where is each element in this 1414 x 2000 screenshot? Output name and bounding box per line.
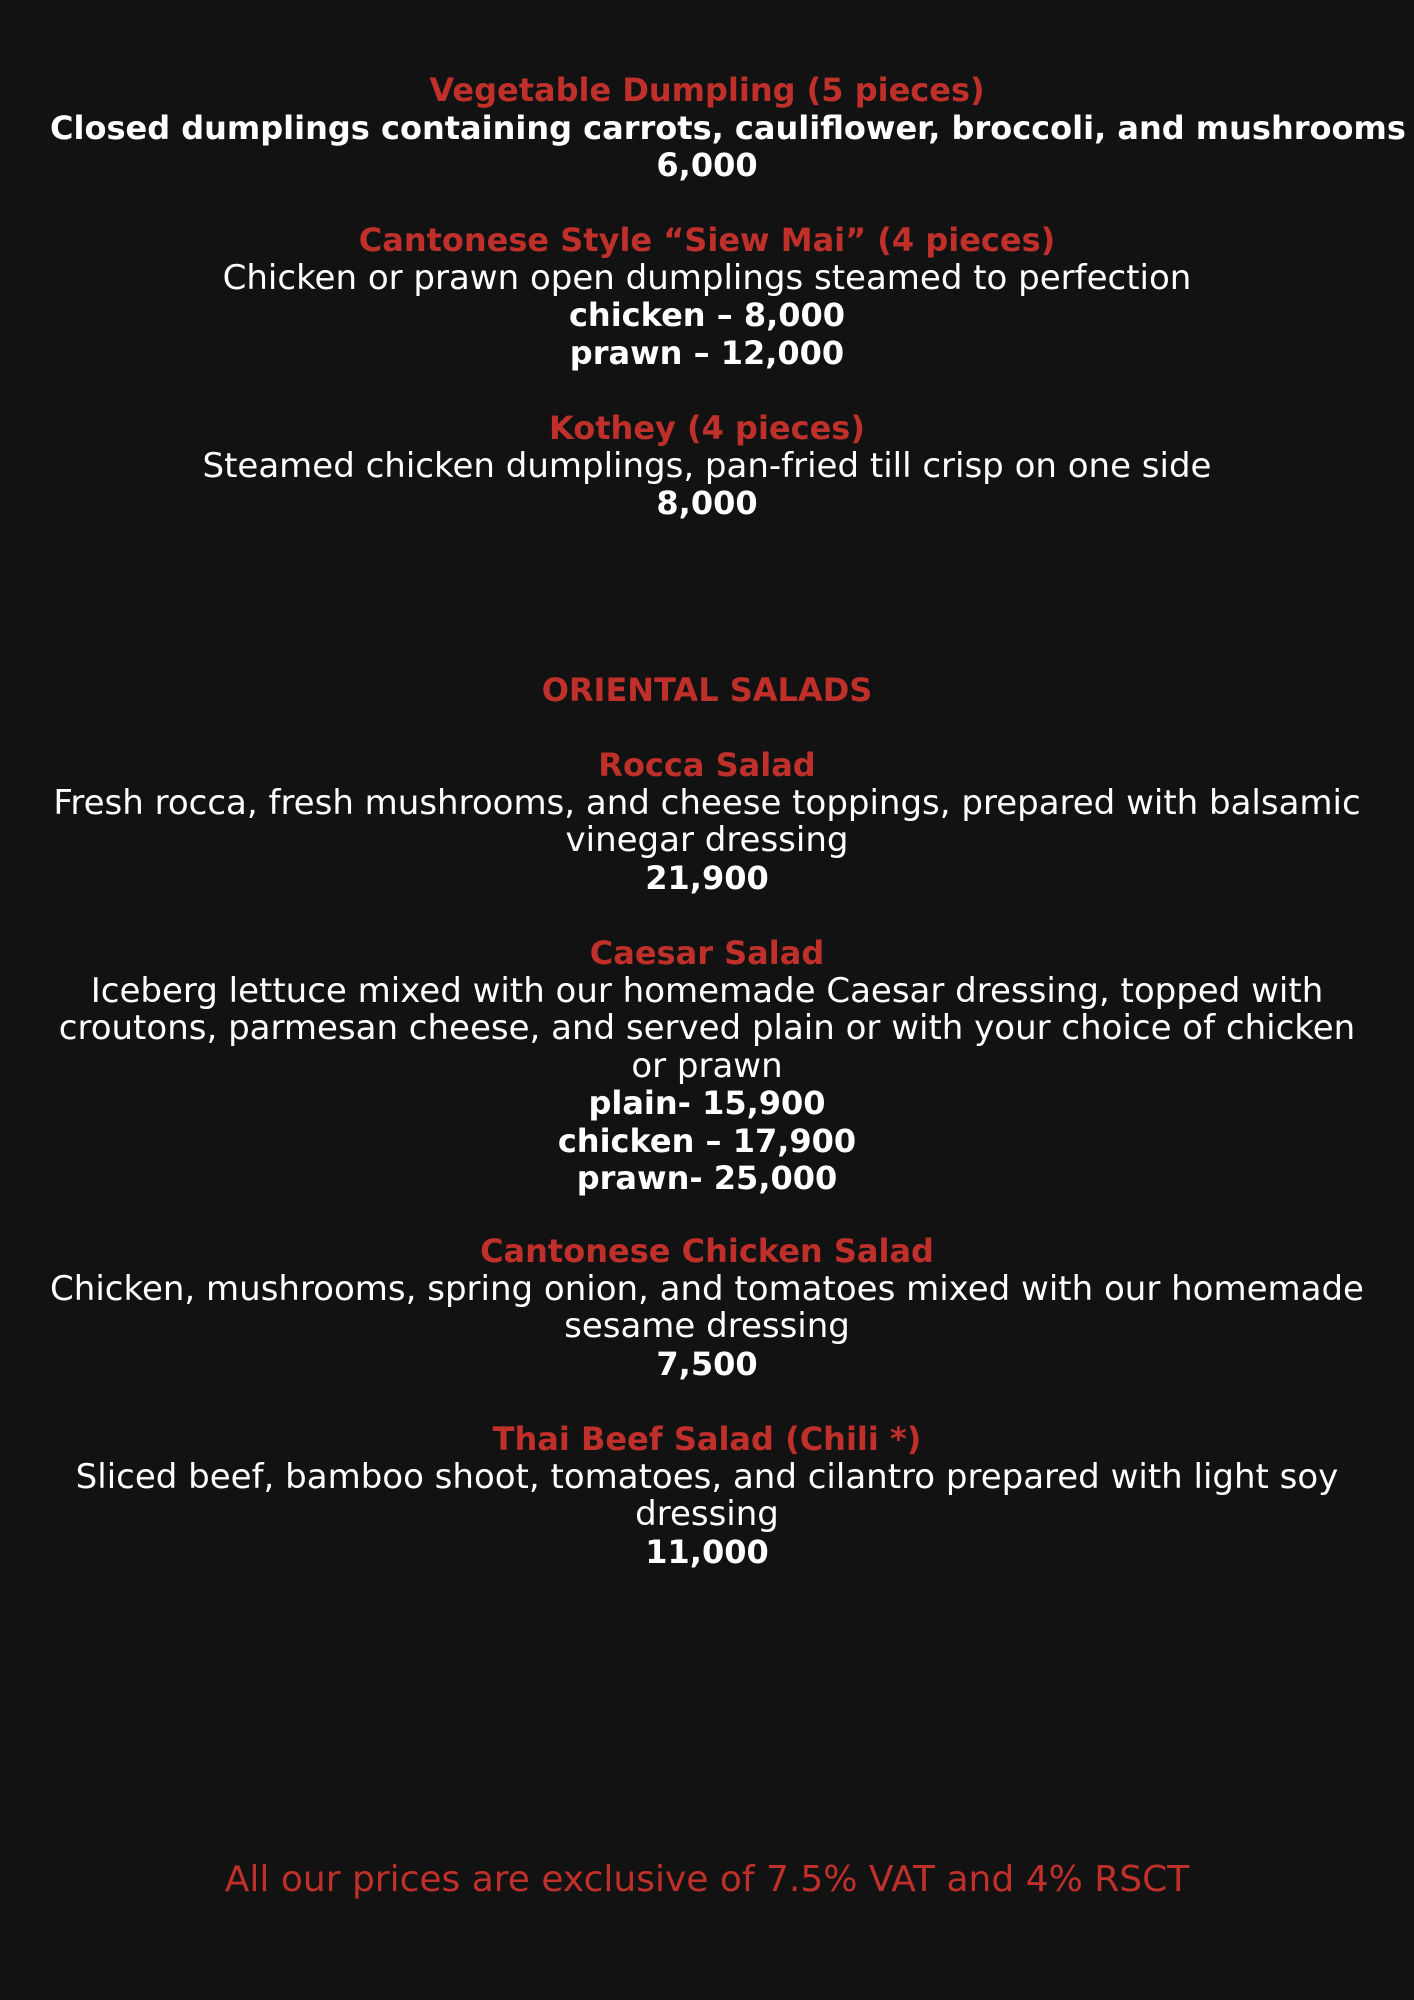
item-title: Vegetable Dumpling (5 pieces) [429, 71, 985, 109]
item-title: Cantonese Chicken Salad [480, 1232, 934, 1270]
item-description-line: croutons, parmesan cheese, and served plain or with your choice of chicken [58, 1008, 1356, 1048]
item-price: 8,000 [656, 484, 758, 522]
menu-item-rocca-salad [50, 747, 1364, 897]
item-description-line: vinegar dressing [565, 820, 849, 860]
menu-item-vegetable-dumpling [50, 71, 1406, 185]
menu-item-thai-beef-salad [50, 1421, 1364, 1571]
item-price-chicken: chicken – 8,000 [568, 296, 846, 334]
item-title: Thai Beef Salad (Chili *) [492, 1420, 922, 1458]
item-price: 21,900 [645, 858, 769, 897]
item-title: Caesar Salad [589, 934, 825, 972]
item-description: Chicken or prawn open dumplings steamed to perfection [222, 257, 1192, 298]
menu-item-caesar-salad [50, 935, 1364, 1198]
item-title: Cantonese Style “Siew Mai” (4 pieces) [358, 221, 1056, 259]
item-title: Rocca Salad [598, 746, 816, 784]
item-description: Steamed chicken dumplings, pan-fried till crisp on one side [202, 445, 1212, 486]
item-price: 6,000 [656, 146, 758, 184]
item-price-plain: plain- 15,900 [588, 1084, 826, 1122]
item-description-line: Iceberg lettuce mixed with our homemade Caesar dressing, topped with [90, 970, 1324, 1011]
item-description-line: dressing [635, 1494, 779, 1534]
section-heading-oriental-salads: ORIENTAL SALADS [541, 671, 873, 709]
item-description-line: Sliced beef, bamboo shoot, tomatoes, and cilantro prepared with light soy [75, 1456, 1339, 1497]
item-title: Kothey (4 pieces) [549, 409, 865, 447]
menu-item-siew-mai [50, 222, 1364, 372]
item-price: 11,000 [645, 1532, 769, 1571]
item-description: Closed dumplings containing carrots, cauliflower, broccoli, and mushrooms [50, 108, 1406, 147]
item-description-line: or prawn [631, 1045, 783, 1086]
item-description-line: Fresh rocca, fresh mushrooms, and cheese toppings, prepared with balsamic [53, 782, 1361, 823]
item-price-prawn: prawn – 12,000 [569, 333, 845, 372]
item-price-chicken: chicken – 17,900 [557, 1121, 857, 1160]
item-price: 7,500 [656, 1344, 758, 1383]
menu-item-kothey [50, 410, 1364, 523]
item-price-prawn: prawn- 25,000 [576, 1159, 838, 1197]
menu-item-cantonese-chicken-salad [50, 1233, 1364, 1383]
price-disclaimer: All our prices are exclusive of 7.5% VAT and 4% RSCT [224, 1859, 1190, 1900]
item-description-line: Chicken, mushrooms, spring onion, and tomatoes mixed with our homemade [50, 1268, 1364, 1309]
item-description-line: sesame dressing [564, 1306, 850, 1346]
